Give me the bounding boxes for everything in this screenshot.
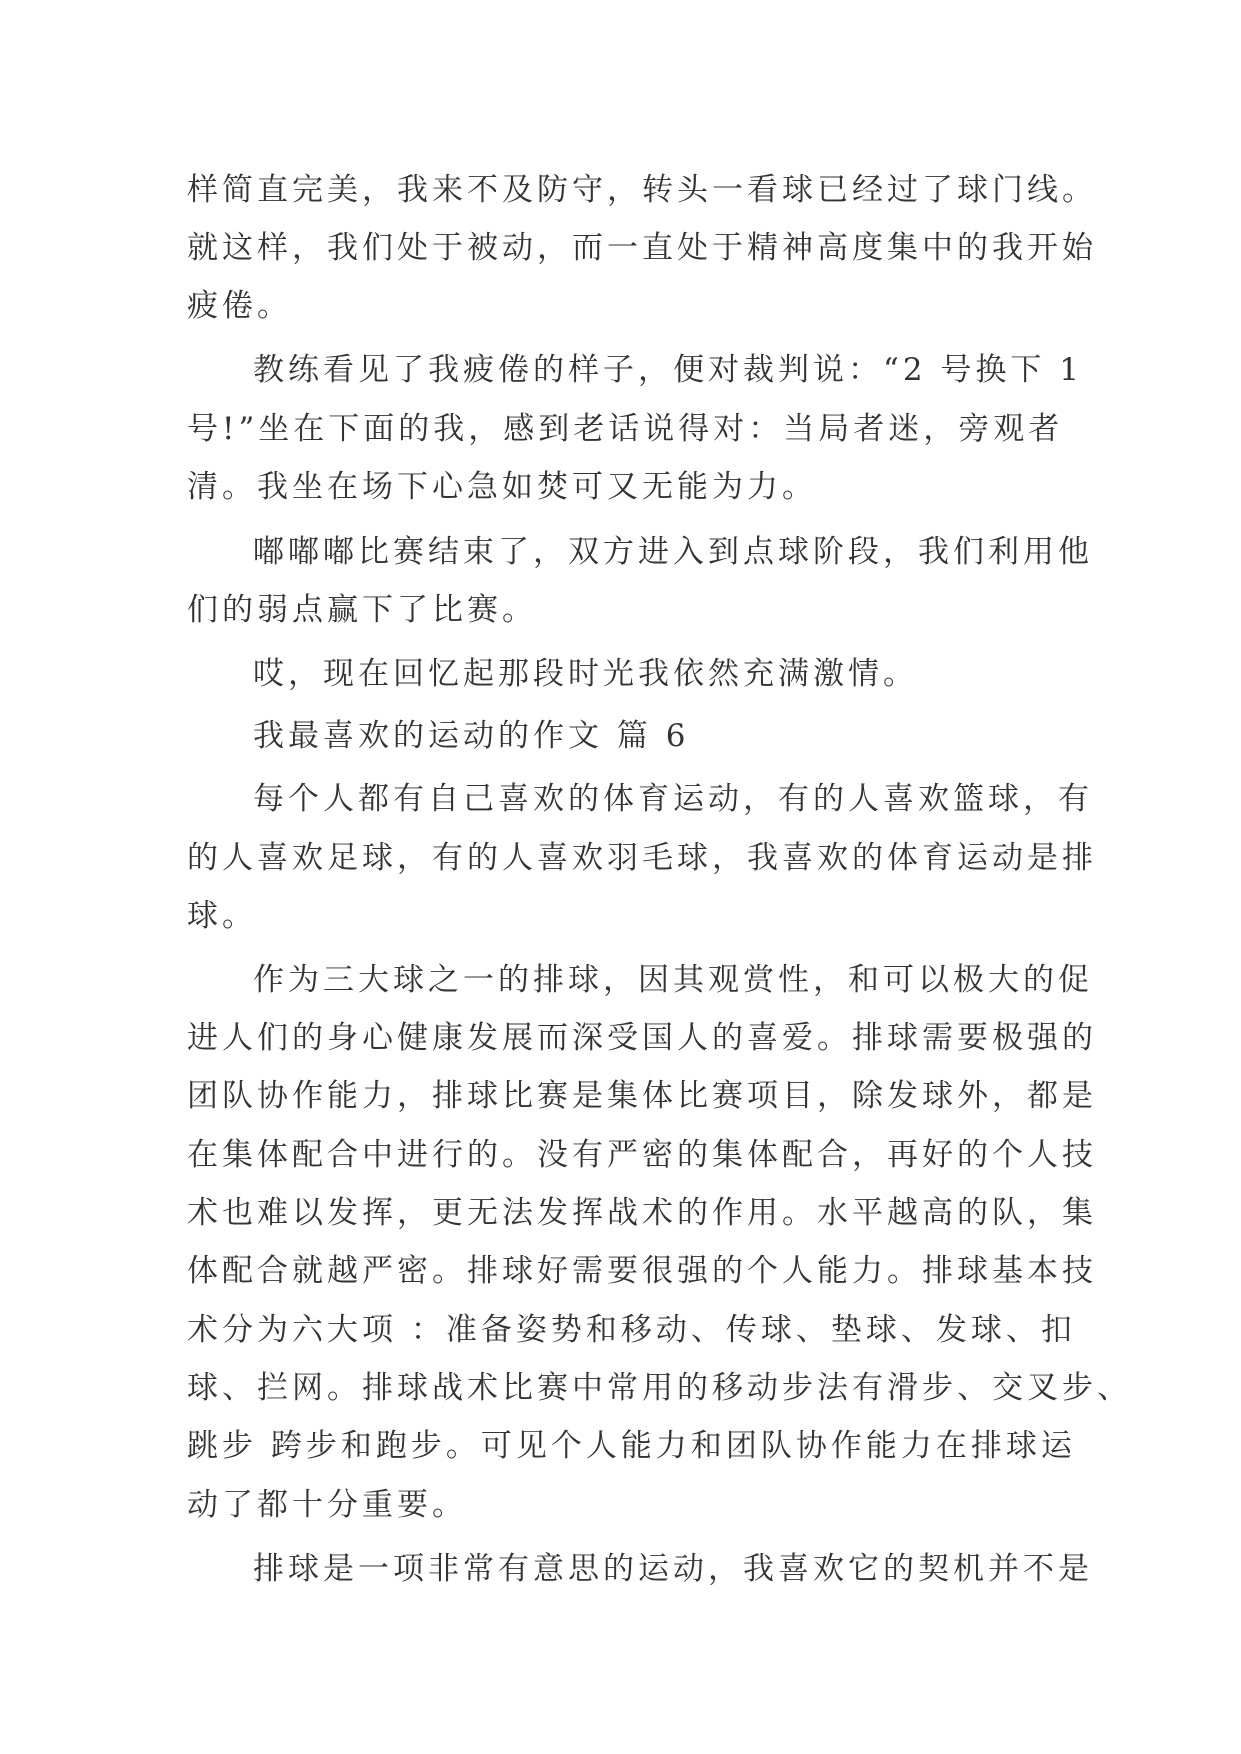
text-line: 就这样，我们处于被动，而一直处于精神高度集中的我开始 [187, 230, 1097, 266]
text-line: 术分为六大项 ：准备姿势和移动、传球、垫球、发球、扣 [187, 1312, 1076, 1348]
text-line: 哎，现在回忆起那段时光我依然充满激情。 [253, 656, 918, 692]
text-line: 嘟嘟嘟比赛结束了，双方进入到点球阶段，我们利用他 [253, 534, 1093, 570]
text-line: 号!”坐在下面的我，感到老话说得对：当局者迷，旁观者 [187, 411, 1064, 447]
text-line: 跳步 跨步和跑步。可见个人能力和团队协作能力在排球运 [187, 1428, 1076, 1464]
text-line: 样简直完美，我来不及防守，转头一看球已经过了球门线。 [187, 172, 1097, 208]
section-heading: 我最喜欢的运动的作文 篇 6 [253, 718, 690, 754]
text-line: 团队协作能力，排球比赛是集体比赛项目，除发球外，都是 [187, 1078, 1097, 1114]
text-line: 体配合就越严密。排球好需要很强的个人能力。排球基本技 [187, 1253, 1097, 1289]
text-line: 排球是一项非常有意思的运动，我喜欢它的契机并不是 [253, 1551, 1093, 1587]
text-line: 教练看见了我疲倦的样子，便对裁判说：“2 号换下 1 [253, 352, 1084, 388]
text-line: 作为三大球之一的排球，因其观赏性，和可以极大的促 [253, 962, 1093, 998]
text-line: 疲倦。 [187, 288, 292, 324]
text-line: 进人们的身心健康发展而深受国人的喜爱。排球需要极强的 [187, 1020, 1097, 1056]
text-line: 球。 [187, 898, 257, 934]
text-line: 术也难以发挥，更无法发挥战术的作用。水平越高的队，集 [187, 1195, 1097, 1231]
text-line: 在集体配合中进行的。没有严密的集体配合，再好的个人技 [187, 1137, 1097, 1173]
text-line: 的人喜欢足球，有的人喜欢羽毛球，我喜欢的体育运动是排 [187, 840, 1097, 876]
text-line: 们的弱点赢下了比赛。 [187, 592, 537, 628]
text-line: 动了都十分重要。 [187, 1487, 467, 1523]
text-line: 清。我坐在场下心急如焚可又无能为力。 [187, 469, 817, 505]
text-line: 每个人都有自己喜欢的体育运动，有的人喜欢篮球，有 [253, 781, 1093, 817]
text-line: 球、拦网。排球战术比赛中常用的移动步法有滑步、交叉步、 [187, 1370, 1132, 1406]
